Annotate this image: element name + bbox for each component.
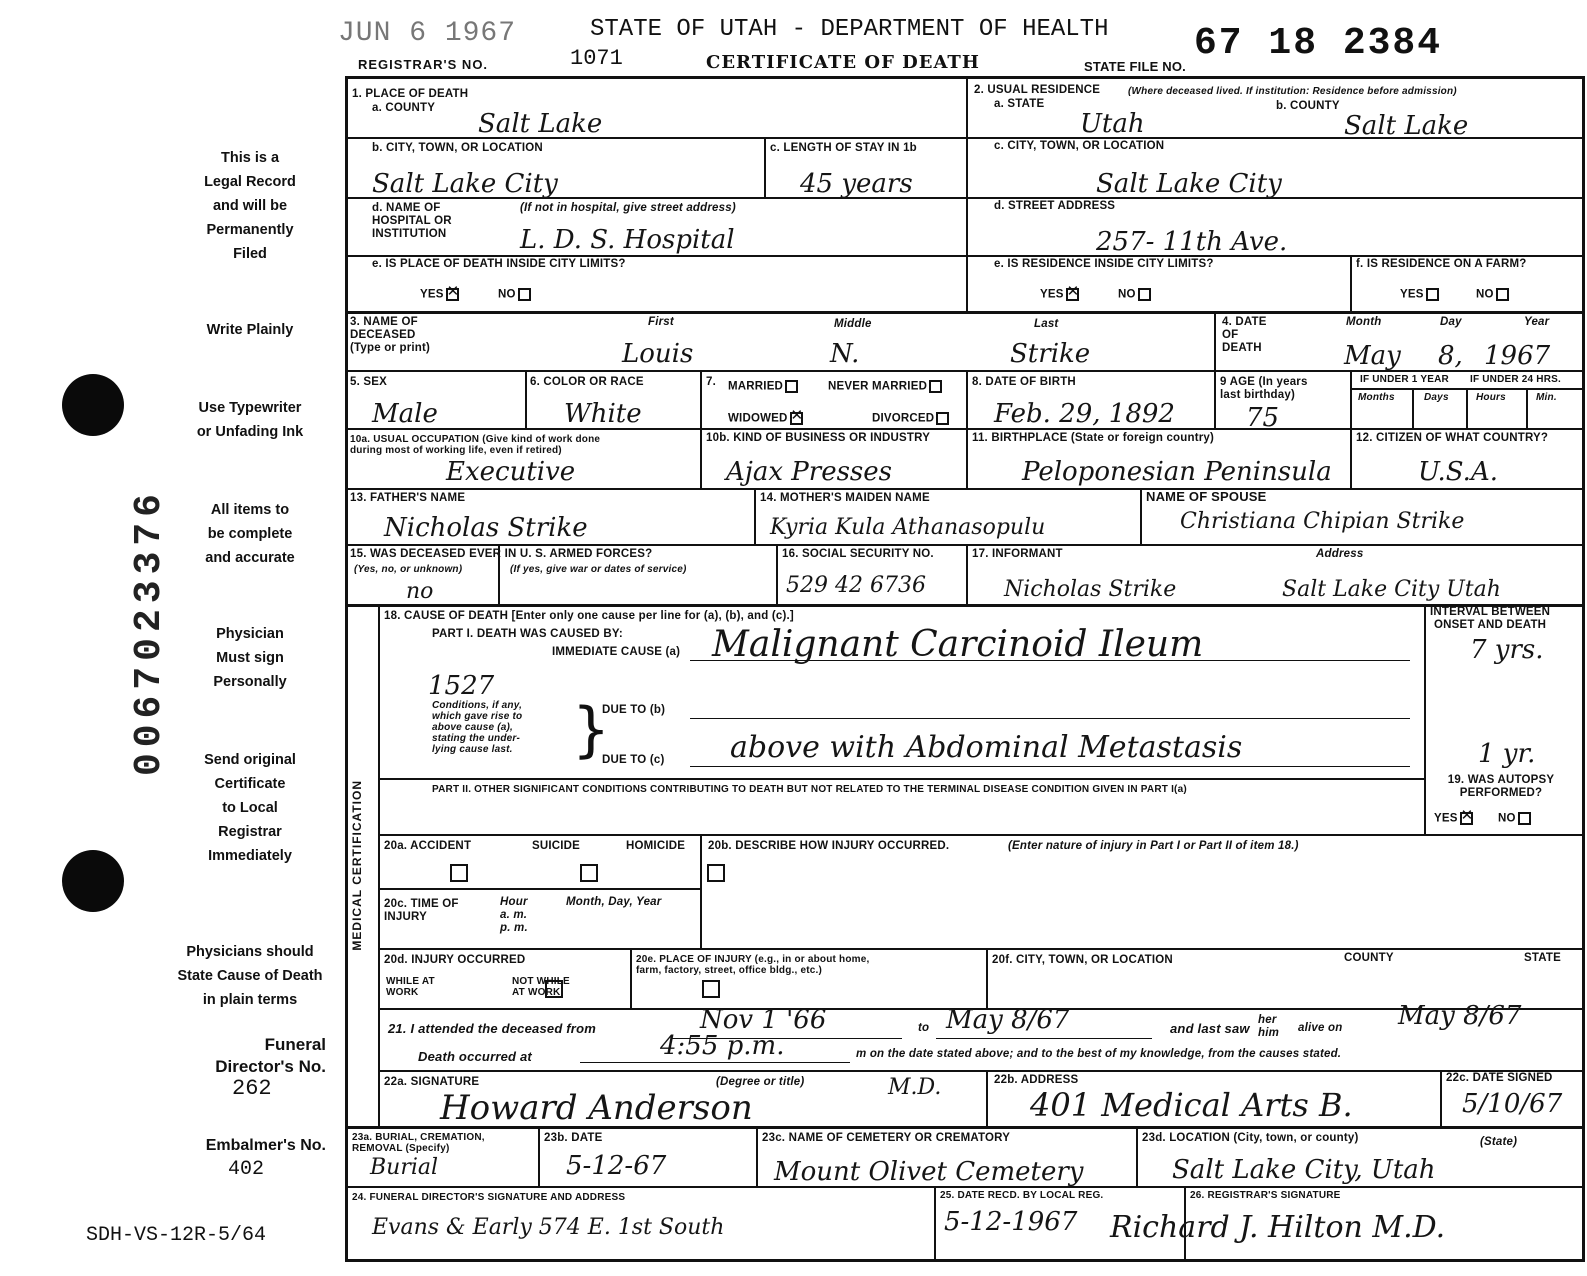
- ssn-value[interactable]: 529 42 6736: [786, 573, 926, 598]
- divorced-checkbox[interactable]: [936, 412, 949, 425]
- death-time-value[interactable]: 4:55 p.m.: [660, 1031, 785, 1061]
- ssn-label: 16. SOCIAL SECURITY NO.: [782, 548, 934, 560]
- res-county-label: b. COUNTY: [1276, 100, 1340, 112]
- res-on-farm-label: f. IS RESIDENCE ON A FARM?: [1356, 258, 1527, 270]
- certificate-title: CERTIFICATE OF DEATH: [706, 52, 980, 73]
- widowed-option[interactable]: WIDOWED✕: [728, 412, 803, 426]
- sex-label: 5. SEX: [350, 376, 387, 388]
- informant-address-value[interactable]: Salt Lake City Utah: [1282, 577, 1501, 602]
- race-value[interactable]: White: [564, 399, 642, 429]
- county-value[interactable]: Salt Lake: [478, 109, 603, 139]
- mothers-name-label: 14. MOTHER'S MAIDEN NAME: [760, 492, 930, 504]
- cemetery-value[interactable]: Mount Olivet Cemetery: [774, 1157, 1084, 1187]
- signature-label: 22a. SIGNATURE: [384, 1076, 480, 1088]
- length-of-stay-label: c. LENGTH OF STAY IN 1b: [770, 142, 917, 154]
- interval-label: INTERVAL BETWEEN ONSET AND DEATH: [1430, 606, 1551, 631]
- attended-label: 21. I attended the deceased from: [388, 1021, 596, 1036]
- send-original-note: Send original Certificate to Local Registrar Immediately: [204, 752, 296, 864]
- immediate-cause-label: IMMEDIATE CAUSE (a): [552, 646, 681, 658]
- form-code: SDH-VS-12R-5/64: [86, 1224, 267, 1247]
- farm-no[interactable]: NO: [1476, 288, 1509, 302]
- birthplace-label: 11. BIRTHPLACE (State or foreign country): [972, 432, 1215, 444]
- embalmer-no: 402: [228, 1158, 265, 1181]
- hour-label: Hour a. m. p. m.: [500, 896, 528, 934]
- burial-location-value[interactable]: Salt Lake City, Utah: [1172, 1155, 1436, 1185]
- res-city-no-checkbox[interactable]: [1138, 288, 1151, 301]
- date-of-birth-label: 8. DATE OF BIRTH: [972, 376, 1076, 388]
- funeral-director-value[interactable]: Evans & Early 574 E. 1st South: [372, 1215, 725, 1240]
- months-label: Months: [1358, 392, 1395, 403]
- cemetery-label: 23c. NAME OF CEMETERY OR CREMATORY: [762, 1132, 1011, 1144]
- hours-label: Hours: [1476, 392, 1506, 403]
- autopsy-no[interactable]: NO: [1498, 812, 1531, 826]
- under-1-year-label: IF UNDER 1 YEAR: [1360, 374, 1449, 385]
- date-signed-value[interactable]: 5/10/67: [1462, 1089, 1563, 1119]
- death-day-value[interactable]: 8,: [1438, 341, 1463, 371]
- occupation-value[interactable]: Executive: [446, 457, 576, 487]
- city-town-label: b. CITY, TOWN, OR LOCATION: [372, 142, 543, 154]
- location-state-label: (State): [1480, 1136, 1518, 1148]
- usual-residence-note: (Where deceased lived. If institution: Residence before admission): [1128, 86, 1457, 97]
- spouse-label: NAME OF SPOUSE: [1146, 489, 1267, 504]
- hospital-note: (If not in hospital, give street address): [520, 202, 736, 214]
- usual-occupation-label: 10a. USUAL OCCUPATION (Give kind of work done during most of working life, even if retired): [350, 434, 601, 456]
- middle-label: Middle: [834, 318, 872, 330]
- burial-date-value[interactable]: 5-12-67: [566, 1151, 667, 1181]
- funeral-director-no: 262: [232, 1076, 272, 1101]
- usual-residence-label: 2. USUAL RESIDENCE: [974, 84, 1101, 96]
- month-day-year-label: Month, Day, Year: [566, 896, 662, 908]
- legal-record-note: This is a Legal Record and will be Permanently Filed: [204, 150, 296, 262]
- widowed-checkbox[interactable]: [790, 412, 803, 425]
- attended-to-value[interactable]: May 8/67: [946, 1005, 1070, 1035]
- homicide-checkbox[interactable]: [707, 864, 725, 882]
- sex-value[interactable]: Male: [372, 399, 438, 429]
- physician-signature-value[interactable]: Howard Anderson: [440, 1088, 753, 1128]
- degree-label: (Degree or title): [716, 1076, 805, 1088]
- death-city-no[interactable]: NO: [498, 288, 531, 302]
- autopsy-yes-checkbox[interactable]: [1460, 812, 1473, 825]
- embalmer-label: Embalmer's No.: [205, 1137, 326, 1154]
- county-label: a. COUNTY: [372, 102, 436, 114]
- autopsy-yes[interactable]: YES✕: [1434, 812, 1473, 826]
- street-address-label: d. STREET ADDRESS: [994, 200, 1116, 212]
- dob-value[interactable]: Feb. 29, 1892: [994, 399, 1175, 429]
- date-signed-label: 22c. DATE SIGNED: [1446, 1072, 1553, 1084]
- attended-from-value[interactable]: Nov 1 '66: [700, 1005, 827, 1035]
- hospital-label: d. NAME OF HOSPITAL OR INSTITUTION: [372, 202, 452, 240]
- injury-city-label: 20f. CITY, TOWN, OR LOCATION: [992, 954, 1173, 966]
- informant-address-label: Address: [1316, 548, 1364, 560]
- armed-forces-label: 15. WAS DECEASED EVER IN U. S. ARMED FORCES?: [350, 548, 653, 560]
- res-city-town-label: c. CITY, TOWN, OR LOCATION: [994, 140, 1165, 152]
- death-occurred-label: Death occurred at: [418, 1049, 532, 1064]
- typewriter-note: Use Typewriter or Unfading Ink: [196, 400, 304, 440]
- burial-label: 23a. BURIAL, CREMATION, REMOVAL (Specify): [352, 1132, 485, 1154]
- year-label: Year: [1524, 316, 1550, 328]
- last-saw-value[interactable]: May 8/67: [1398, 1001, 1522, 1031]
- farm-no-checkbox[interactable]: [1496, 288, 1509, 301]
- father-value[interactable]: Nicholas Strike: [384, 513, 588, 543]
- department-title: STATE OF UTAH - DEPARTMENT OF HEALTH: [590, 16, 1109, 43]
- items-complete-note: All items to be complete and accurate: [205, 502, 295, 566]
- kind-of-business-label: 10b. KIND OF BUSINESS OR INDUSTRY: [706, 432, 931, 444]
- funeral-director-label: Funeral Director's No.: [215, 1035, 326, 1076]
- medical-certification-label: MEDICAL CERTIFICATION: [350, 780, 364, 951]
- burial-value[interactable]: Burial: [370, 1155, 439, 1180]
- registrar-signature-value[interactable]: Richard J. Hilton M.D.: [1110, 1210, 1446, 1245]
- inside-city-limits-label: e. IS PLACE OF DEATH INSIDE CITY LIMITS?: [372, 258, 626, 270]
- autopsy-label: 19. WAS AUTOPSY PERFORMED?: [1447, 774, 1555, 799]
- injury-county-label: COUNTY: [1344, 952, 1394, 964]
- punch-hole-top: [62, 374, 124, 436]
- while-at-work-label: WHILE AT WORK: [386, 976, 435, 998]
- citizen-label: 12. CITIZEN OF WHAT COUNTRY?: [1356, 432, 1549, 444]
- married-checkbox[interactable]: [785, 380, 798, 393]
- date-recd-value[interactable]: 5-12-1967: [944, 1207, 1078, 1237]
- res-inside-city-label: e. IS RESIDENCE INSIDE CITY LIMITS?: [994, 258, 1214, 270]
- last-name-value[interactable]: Strike: [1010, 339, 1091, 369]
- accident-checkbox[interactable]: [450, 864, 468, 882]
- fathers-name-label: 13. FATHER'S NAME: [350, 492, 466, 504]
- divorced-option[interactable]: DIVORCED: [872, 412, 949, 426]
- death-month-value[interactable]: May: [1344, 341, 1401, 371]
- received-date-stamp: JUN 6 1967: [338, 18, 517, 49]
- describe-injury-label: 20b. DESCRIBE HOW INJURY OCCURRED.: [708, 840, 950, 852]
- registrar-sig-label: 26. REGISTRAR'S SIGNATURE: [1190, 1190, 1341, 1201]
- not-while-at-work-checkbox[interactable]: [702, 980, 720, 998]
- registrar-no-label: REGISTRAR'S NO.: [358, 57, 489, 72]
- place-of-injury-label: 20e. PLACE OF INJURY (e.g., in or about home, farm, factory, street, office bldg., etc.): [636, 954, 870, 976]
- death-city-yes-checkbox[interactable]: [446, 288, 459, 301]
- age-value[interactable]: 75: [1246, 403, 1280, 433]
- death-city-no-checkbox[interactable]: [518, 288, 531, 301]
- informant-label: 17. INFORMANT: [972, 548, 1063, 560]
- to-label: to: [918, 1022, 930, 1034]
- city-value[interactable]: Salt Lake City: [372, 169, 558, 199]
- due-to-c-value[interactable]: above with Abdominal Metastasis: [730, 730, 1243, 765]
- last-label: Last: [1034, 318, 1059, 330]
- death-year-value[interactable]: 1967: [1484, 341, 1551, 371]
- length-of-stay-value[interactable]: 45 years: [800, 169, 913, 199]
- punch-hole-bottom: [62, 850, 124, 912]
- due-to-b-label: DUE TO (b): [602, 704, 666, 716]
- under-24-hrs-label: IF UNDER 24 HRS.: [1470, 374, 1561, 385]
- date-recd-label: 25. DATE RECD. BY LOCAL REG.: [940, 1190, 1104, 1201]
- her-him-label: her him: [1258, 1014, 1280, 1039]
- hospital-value[interactable]: L. D. S. Hospital: [520, 225, 735, 255]
- spouse-value[interactable]: Christiana Chipian Strike: [1180, 509, 1465, 534]
- farm-yes[interactable]: YES: [1400, 288, 1439, 302]
- state-file-no: 67 18 2384: [1194, 22, 1443, 65]
- sig-address-label: 22b. ADDRESS: [994, 1074, 1079, 1086]
- on-the-date-label: m on the date stated above; and to the best of my knowledge, from the causes stated.: [856, 1048, 1342, 1060]
- death-city-yes[interactable]: YES✕: [420, 288, 459, 302]
- armed-forces-value[interactable]: no: [406, 579, 434, 604]
- state-file-label: STATE FILE NO.: [1084, 59, 1186, 74]
- not-while-at-work-label: NOT WHILE AT WORK: [512, 976, 570, 998]
- injury-state-label: STATE: [1524, 952, 1561, 964]
- place-of-death-label: 1. PLACE OF DEATH: [352, 88, 469, 100]
- burial-date-label: 23b. DATE: [544, 1132, 603, 1144]
- funeral-director-sig-label: 24. FUNERAL DIRECTOR'S SIGNATURE AND ADDRESS: [352, 1192, 626, 1203]
- middle-name-value[interactable]: N.: [830, 339, 860, 369]
- business-value[interactable]: Ajax Presses: [726, 457, 892, 487]
- suicide-checkbox[interactable]: [580, 864, 598, 882]
- armed-forces-war-label: (If yes, give war or dates of service): [510, 564, 687, 575]
- physician-sign-note: Physician Must sign Personally: [213, 626, 287, 690]
- physician-address-value[interactable]: 401 Medical Arts B.: [1030, 1086, 1353, 1124]
- conditions-label: Conditions, if any, which gave rise to above cause (a), stating the under- lying cause last.: [432, 700, 523, 755]
- informant-value[interactable]: Nicholas Strike: [1004, 577, 1177, 602]
- injury-occurred-label: 20d. INJURY OCCURRED: [384, 954, 526, 966]
- married-option[interactable]: MARRIED: [728, 380, 798, 394]
- day-label: Day: [1440, 316, 1462, 328]
- due-to-c-interval-value[interactable]: 1 yr.: [1478, 739, 1536, 769]
- due-to-c-label: DUE TO (c): [602, 754, 665, 766]
- part1-label: PART I. DEATH WAS CAUSED BY:: [432, 628, 623, 640]
- street-address-value[interactable]: 257- 11th Ave.: [1096, 227, 1288, 257]
- time-of-injury-label: 20c. TIME OF INJURY: [384, 898, 459, 923]
- location-label: 23d. LOCATION (City, town, or county): [1142, 1132, 1359, 1144]
- immediate-interval-value[interactable]: 7 yrs.: [1470, 635, 1544, 665]
- armed-forces-yn-label: (Yes, no, or unknown): [354, 564, 463, 575]
- conditions-bracket: }: [572, 695, 611, 765]
- cause-of-death-label: 18. CAUSE OF DEATH [Enter only one cause per line for (a), (b), and (c).]: [384, 610, 794, 622]
- write-plainly-note: Write Plainly: [206, 322, 294, 338]
- registrar-no: 1071: [570, 46, 623, 71]
- res-city-no[interactable]: NO: [1118, 288, 1151, 302]
- age-label: 9 AGE (In years last birthday): [1220, 376, 1308, 401]
- alive-on-label: alive on: [1298, 1022, 1343, 1034]
- date-of-death-label: 4. DATE OF DEATH: [1222, 316, 1267, 354]
- autopsy-no-checkbox[interactable]: [1518, 812, 1531, 825]
- farm-yes-checkbox[interactable]: [1426, 288, 1439, 301]
- month-label: Month: [1346, 316, 1382, 328]
- days-label: Days: [1424, 392, 1449, 403]
- res-state-value[interactable]: Utah: [1080, 109, 1145, 139]
- name-deceased-label: 3. NAME OF DECEASED (Type or print): [350, 316, 431, 354]
- first-label: First: [648, 316, 674, 328]
- never-married-checkbox[interactable]: [929, 380, 942, 393]
- never-married-option[interactable]: NEVER MARRIED: [828, 380, 942, 394]
- first-name-value[interactable]: Louis: [622, 339, 694, 369]
- color-race-label: 6. COLOR OR RACE: [530, 376, 644, 388]
- accident-label: 20a. ACCIDENT: [384, 840, 472, 852]
- mother-value[interactable]: Kyria Kula Athanasopulu: [770, 515, 1046, 540]
- marital-no-label: 7.: [706, 376, 716, 388]
- min-label: Min.: [1536, 392, 1557, 403]
- immediate-cause-value[interactable]: Malignant Carcinoid Ileum: [712, 624, 1204, 665]
- describe-injury-note: (Enter nature of injury in Part I or Part II of item 18.): [1008, 840, 1299, 852]
- res-city-yes-checkbox[interactable]: [1066, 288, 1079, 301]
- vertical-serial-number: 0067023376: [128, 488, 171, 777]
- birthplace-value[interactable]: Peloponesian Peninsula: [1022, 457, 1332, 487]
- res-city-value[interactable]: Salt Lake City: [1096, 169, 1282, 199]
- homicide-label: HOMICIDE: [626, 840, 686, 852]
- state-label: a. STATE: [994, 98, 1045, 110]
- res-county-value[interactable]: Salt Lake: [1344, 111, 1469, 141]
- last-saw-label: and last saw: [1170, 1021, 1250, 1036]
- res-city-yes[interactable]: YES✕: [1040, 288, 1079, 302]
- cause-code-value[interactable]: 1527: [428, 671, 495, 701]
- part2-label: PART II. OTHER SIGNIFICANT CONDITIONS CONTRIBUTING TO DEATH BUT NOT RELATED TO THE TERMINAL DISEASE CONDITION GIVEN IN PART I(a): [432, 784, 1187, 795]
- suicide-label: SUICIDE: [532, 840, 581, 852]
- physician-degree-value[interactable]: M.D.: [888, 1075, 942, 1100]
- cause-plain-terms-note: Physicians should State Cause of Death in plain terms: [177, 944, 323, 1008]
- citizen-value[interactable]: U.S.A.: [1418, 457, 1498, 487]
